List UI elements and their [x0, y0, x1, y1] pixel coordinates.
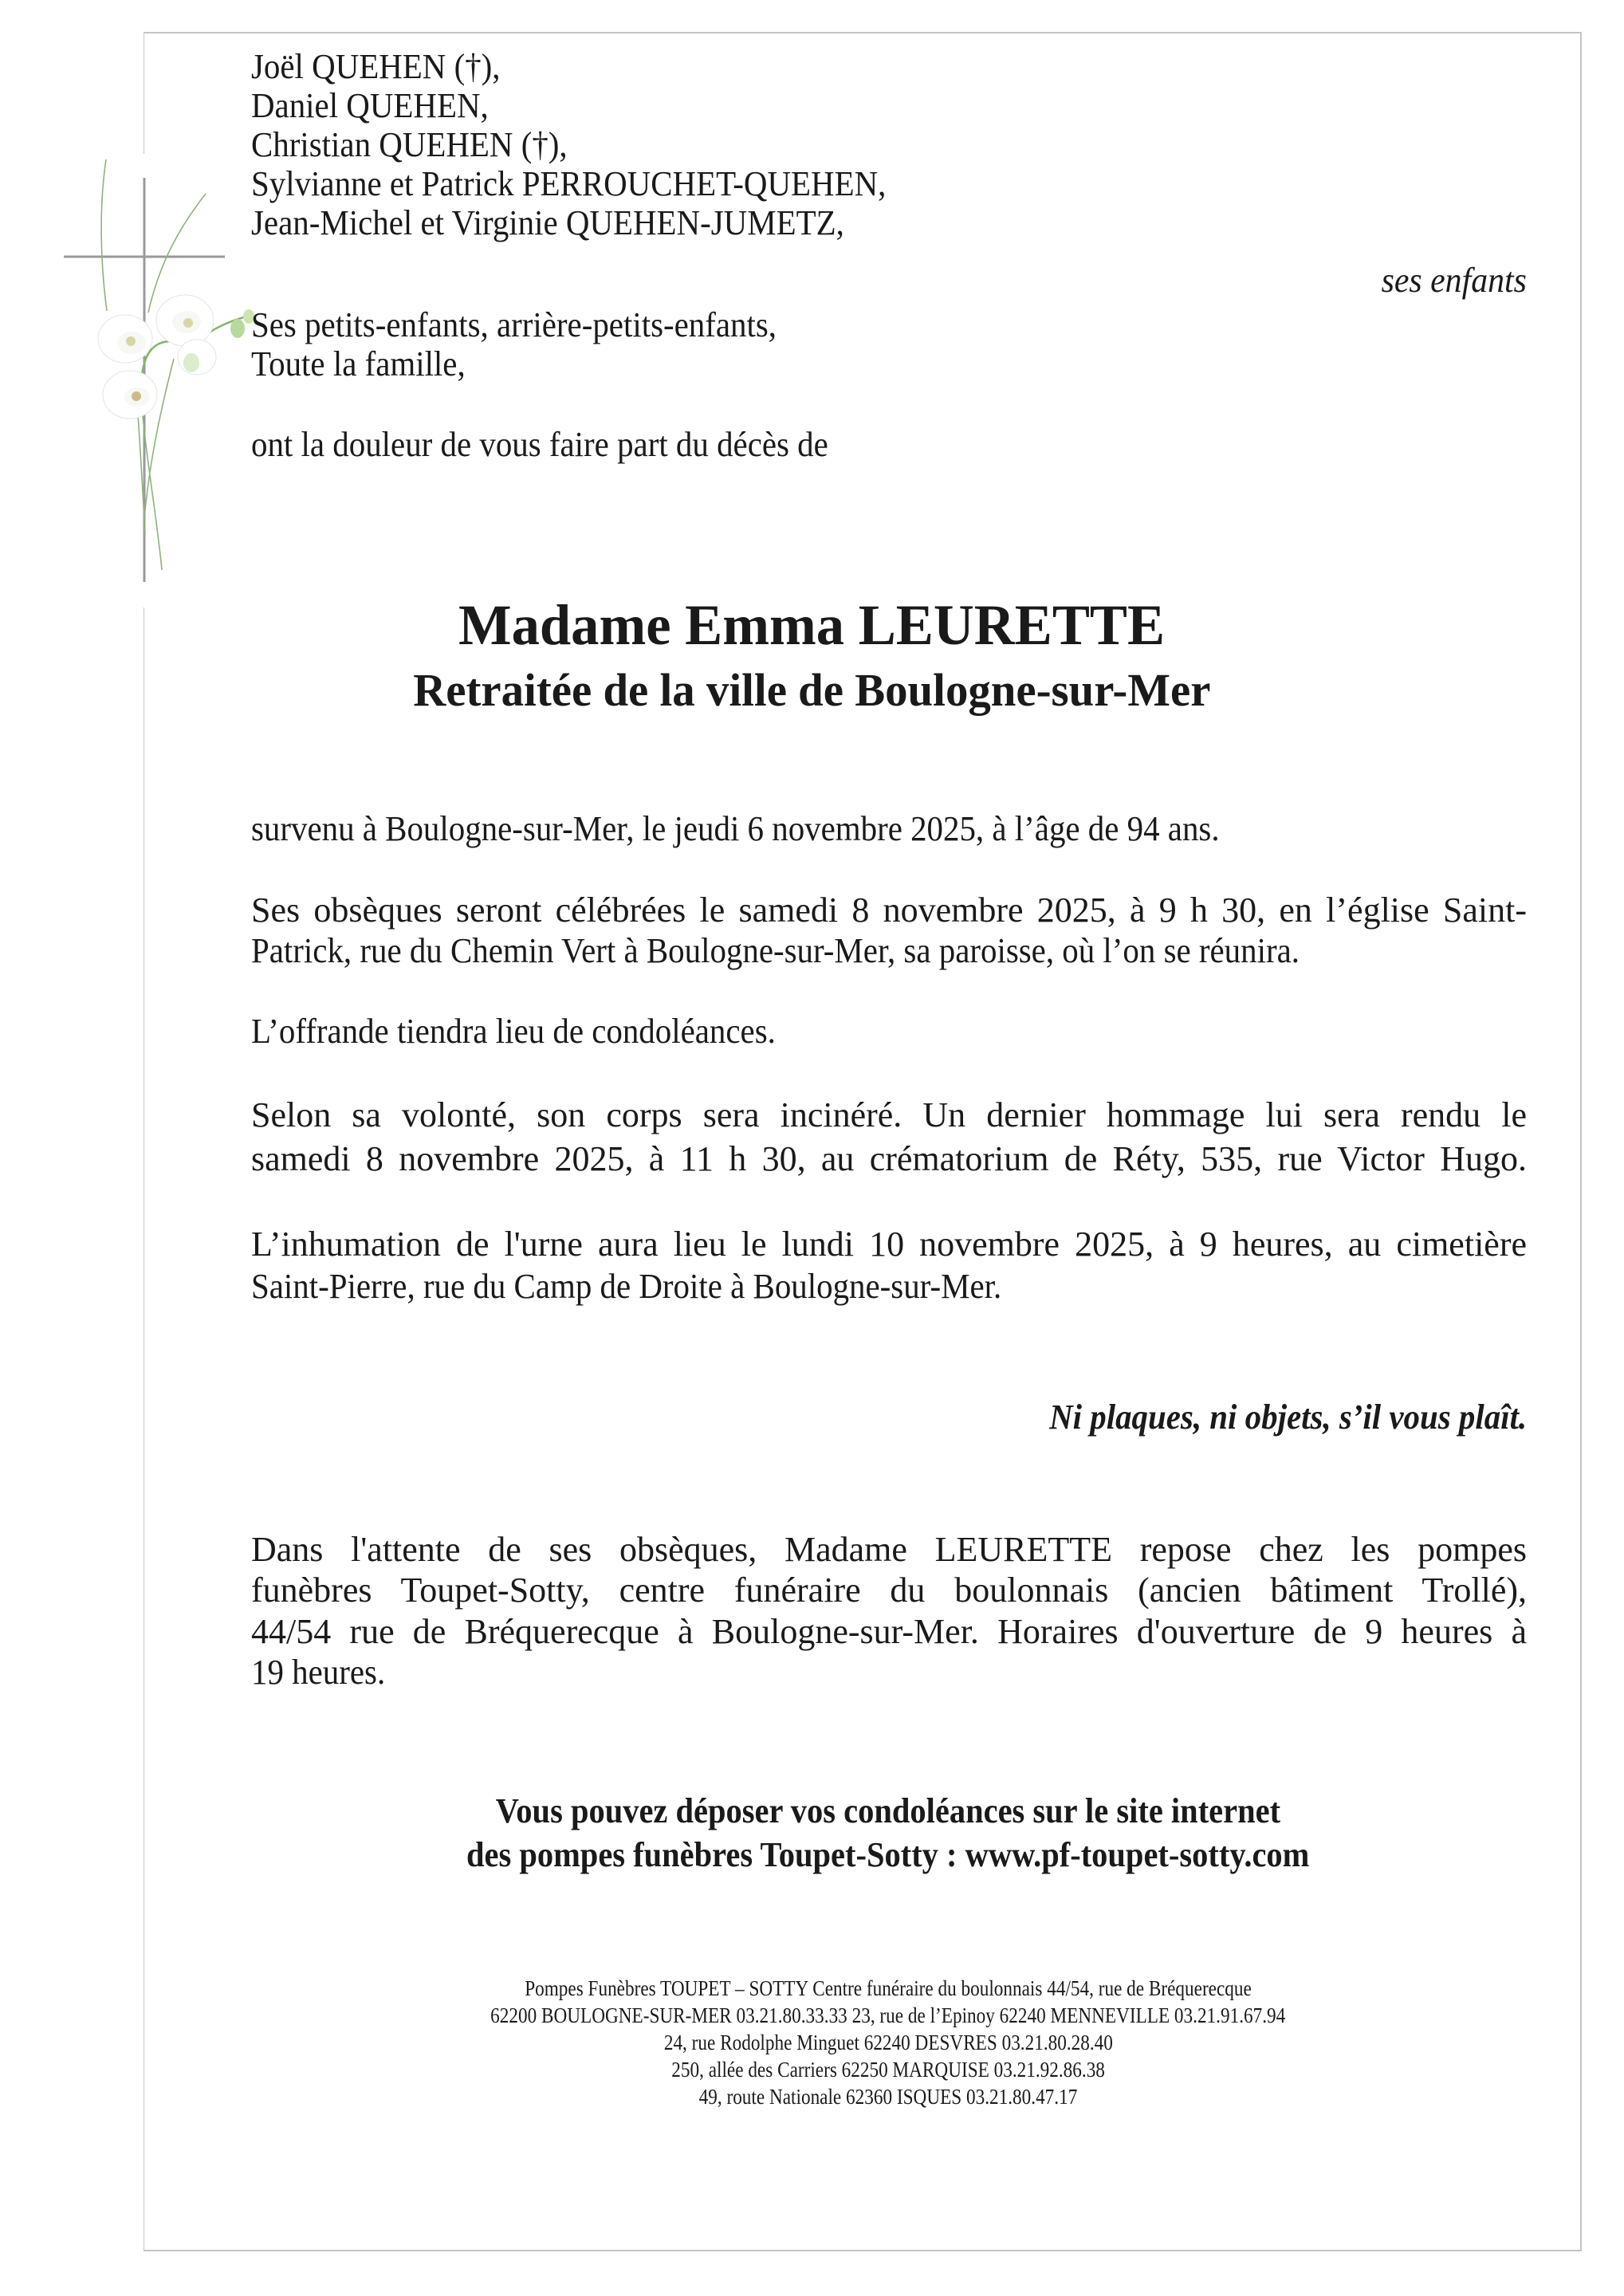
family-member: Jean-Michel et Virginie QUEHEN-JUMETZ,	[251, 203, 844, 242]
burial-line-1: L’inhumation de l'urne aura lieu le lundi 10 novembre 2025, à 9 heures, au cimetière	[251, 1225, 1527, 1264]
rest-line-2: funèbres Toupet-Sotty, centre funéraire du boulonnais (ancien bâtiment Trollé),	[251, 1571, 1527, 1610]
footer-text: 62200 BOULOGNE-SUR-MER 03.21.80.33.33 23, rue de l’Epinoy 62240 MENNEVILLE 03.21.91.67.94	[490, 2003, 1286, 2027]
condolences-line-2-row	[0, 1835, 1624, 1874]
footer-line	[0, 2032, 1624, 2054]
condolences-line-2: des pompes funèbres Toupet-Sotty : www.pf-toupet-sotty.com	[466, 1835, 1310, 1874]
footer-text: 49, route Nationale 62360 ISQUES 03.21.80.47.17	[698, 2085, 1078, 2109]
orchid-flower-icon	[98, 315, 152, 363]
footer-text: Pompes Funèbres TOUPET – SOTTY Centre funéraire du boulonnais 44/54, rue de Bréquerecque	[525, 1976, 1252, 2000]
condolences-line-1-row	[0, 1791, 1624, 1830]
offering-statement: L’offrande tiendra lieu de condoléances.	[251, 1012, 776, 1051]
family-line: Toute la famille,	[251, 344, 466, 383]
burial-line-2: Saint-Pierre, rue du Camp de Droite à Boulogne-sur-Mer.	[251, 1267, 1002, 1306]
funeral-line-1: Ses obsèques seront célébrées le samedi 8 novembre 2025, à 9 h 30, en l’église Saint-	[251, 890, 1527, 930]
family-member: Sylvianne et Patrick PERROUCHET-QUEHEN,	[251, 164, 887, 203]
cremation-line-1: Selon sa volonté, son corps sera incinéré. Un dernier hommage lui sera rendu le	[251, 1095, 1527, 1134]
family-member: Christian QUEHEN (†),	[251, 125, 568, 164]
deceased-subtitle-row	[0, 664, 1624, 716]
footer-line	[0, 2086, 1624, 2108]
family-member: Daniel QUEHEN,	[251, 86, 489, 125]
funeral-line-2: Patrick, rue du Chemin Vert à Boulogne-sur-Mer, sa paroisse, où l’on se réunira.	[251, 931, 1300, 970]
page-frame-top	[144, 32, 1581, 33]
footer-line	[0, 1978, 1624, 1999]
death-statement: survenu à Boulogne-sur-Mer, le jeudi 6 novembre 2025, à l’âge de 94 ans.	[251, 809, 1220, 848]
rest-line-3: 44/54 rue de Bréquerecque à Boulogne-sur-Mer. Horaires d'ouverture de 9 heures à	[251, 1612, 1527, 1651]
no-flowers-notice: Ni plaques, ni objets, s’il vous plaît.	[1048, 1398, 1527, 1437]
children-label: ses enfants	[1381, 261, 1527, 300]
deceased-name-row	[0, 593, 1624, 657]
cremation-line-2: samedi 8 novembre 2025, à 11 h 30, au crématorium de Réty, 535, rue Victor Hugo.	[251, 1139, 1527, 1178]
orchid-flower-icon	[178, 340, 216, 375]
orchid-flowers-icon	[98, 295, 254, 419]
footer-line	[0, 2005, 1624, 2027]
deceased-subtitle: Retraitée de la ville de Boulogne-sur-Mer	[413, 664, 1211, 716]
deceased-name: Madame Emma LEURETTE	[458, 593, 1166, 657]
announcement-text: ont la douleur de vous faire part du décès de	[251, 425, 828, 464]
orchid-flower-icon	[103, 371, 157, 419]
grandchildren-line: Ses petits-enfants, arrière-petits-enfants,	[251, 305, 777, 344]
footer-line	[0, 2059, 1624, 2081]
footer-text: 24, rue Rodolphe Minguet 62240 DESVRES 03.21.80.28.40	[663, 2031, 1113, 2054]
family-member: Joël QUEHEN (†),	[251, 47, 501, 86]
page-frame-right	[1580, 32, 1582, 2251]
cross-orchid-icon	[48, 159, 271, 606]
footer-text: 250, allée des Carriers 62250 MARQUISE 03.21.92.86.38	[671, 2058, 1105, 2082]
page-frame-bottom	[144, 2250, 1581, 2251]
orchid-flower-icon	[156, 295, 214, 346]
rest-line-1: Dans l'attente de ses obsèques, Madame LEURETTE repose chez les pompes	[251, 1530, 1527, 1569]
condolences-line-1: Vous pouvez déposer vos condoléances sur le site internet	[495, 1791, 1281, 1830]
rest-line-4: 19 heures.	[251, 1653, 386, 1692]
